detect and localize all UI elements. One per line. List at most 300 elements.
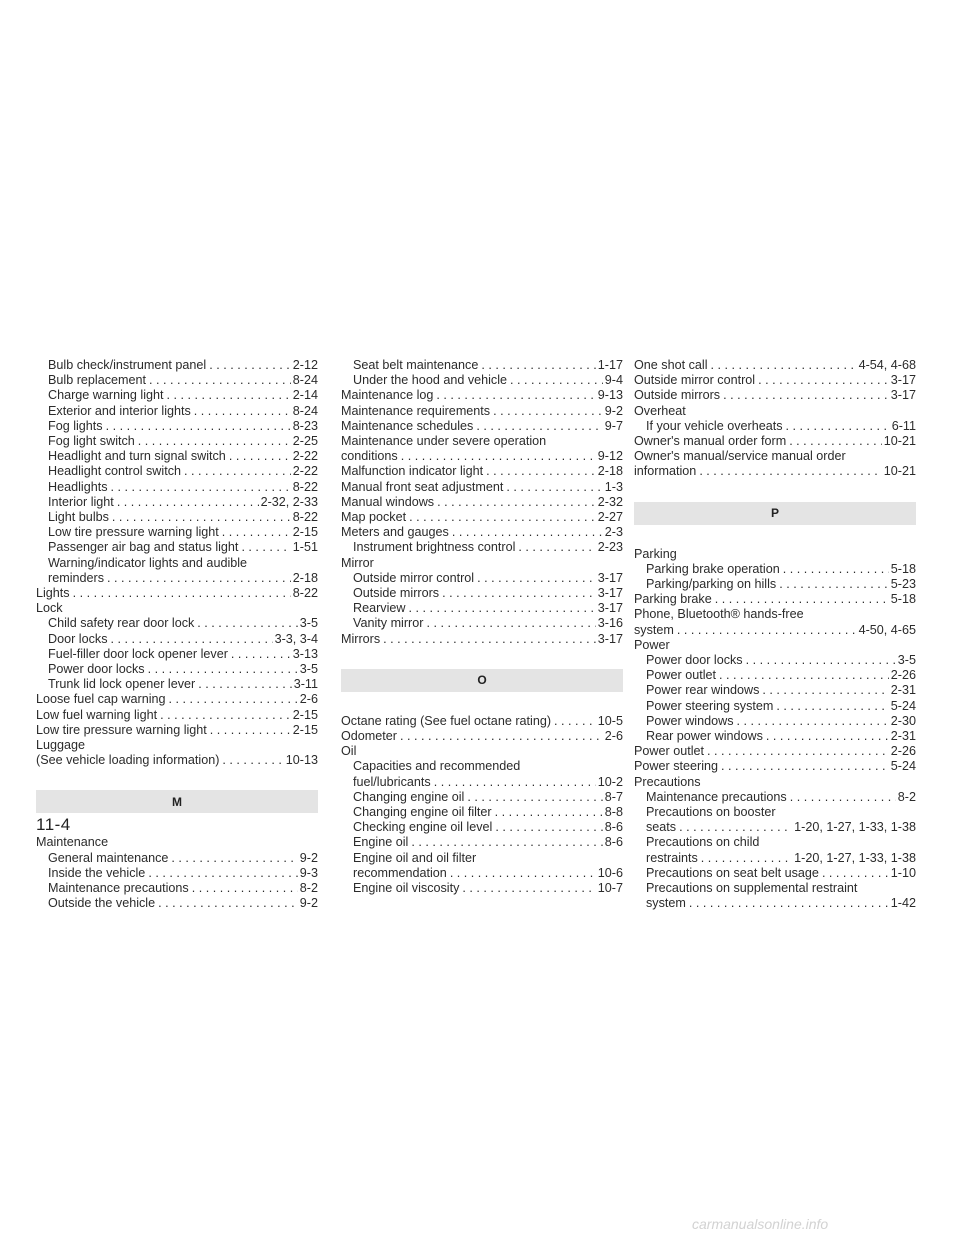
index-entry-page-ref: 3-5 [299,616,318,631]
dot-leader [198,677,291,692]
index-entry-page-ref: 3-17 [597,586,623,601]
dot-leader [766,729,889,744]
index-entry-term: Engine oil viscosity [353,881,460,896]
index-entry [634,790,916,805]
index-entry-page-ref: 3-16 [597,616,623,631]
dot-leader [762,683,888,698]
dot-leader [222,753,283,768]
index-entry [634,373,916,388]
index-entry-page-ref: 2-23 [597,540,623,555]
dot-leader [158,896,298,911]
index-entry [36,662,318,677]
index-entry-page-ref: 8-7 [604,789,623,804]
dot-leader [171,851,297,866]
index-entry-page-ref: 2-31 [890,729,916,744]
dot-leader [197,616,298,631]
dot-leader [822,866,889,881]
index-entry [634,623,916,638]
index-entry-page-ref: 6-11 [891,418,916,433]
index-entry-page-ref: 9-7 [604,418,623,433]
index-heading-line: Parking [634,546,677,561]
index-entry-term: system [634,622,674,637]
index-entry [36,753,318,768]
dot-leader [111,480,291,495]
index-heading-line: Power [634,637,670,652]
section-letter-header: O [341,669,623,692]
index-entry-page-ref: 5-24 [890,759,916,774]
index-entry [634,668,916,683]
index-entry-page-ref: 3-17 [597,631,623,646]
dot-leader [169,692,298,707]
index-entry-term: Octane rating (See fuel octane rating) [341,713,552,728]
dot-leader [677,623,857,638]
index-entry [36,495,318,510]
index-entry-page-ref: 3-17 [890,388,916,403]
dot-leader [493,404,603,419]
dot-leader [783,562,889,577]
dot-leader [481,358,595,373]
index-entry-page-ref: 2-6 [604,729,623,744]
index-entry [341,835,623,850]
index-entry [341,632,623,647]
index-entry [36,708,318,723]
index-entry-term: Parking brake [634,592,712,607]
index-entry-term: system [646,896,686,911]
index-entry-page-ref: 3-5 [299,662,318,677]
index-entry [36,358,318,373]
index-entry-term: Outside mirror control [353,570,475,585]
index-entry-page-ref: 3-17 [890,373,916,388]
index-entry-page-ref: 2-27 [597,510,623,525]
dot-leader [462,881,595,896]
index-entry-term: Interior light [48,494,114,509]
index-entry-term: Mirrors [341,631,381,646]
index-entry-term: Power outlet [646,668,717,683]
index-entry [634,820,916,835]
index-entry-term: Outside mirror control [634,373,756,388]
dot-leader [790,790,896,805]
index-entry [36,373,318,388]
index-entry [341,571,623,586]
index-entry [36,881,318,896]
dot-leader [452,525,603,540]
index-entry [341,601,623,616]
index-entry-term: Headlights [48,479,108,494]
index-entry-term: Power door locks [48,662,145,677]
index-entry [36,866,318,881]
index-heading-line: Engine oil and oil filter [353,850,477,865]
index-entry [341,495,623,510]
index-entry-term: Power windows [646,713,734,728]
index-entry [634,592,916,607]
index-entry-term: Bulb check/instrument panel [48,358,207,372]
index-entry-page-ref: 8-24 [292,403,318,418]
index-entry-page-ref: 2-18 [292,570,318,585]
index-entry-term: reminders [48,570,104,585]
index-entry [634,896,916,911]
index-entry [36,388,318,403]
index-entry [341,714,623,729]
index-entry-term: Outside the vehicle [48,896,156,911]
index-entry-term: Light bulbs [48,510,109,525]
index-entry [341,616,623,631]
index-entry-term: Passenger air bag and status light [48,540,239,555]
index-entry-page-ref: 5-24 [890,698,916,713]
index-heading-line: Capacities and recommended [353,759,521,774]
index-entry [341,586,623,601]
index-column-3 [634,358,916,912]
index-entry-term: Map pocket [341,510,407,525]
index-entry-term: seats [646,820,677,835]
index-entry [36,480,318,495]
dot-leader [707,744,889,759]
index-heading-line: Maintenance [36,835,109,850]
index-entry [341,464,623,479]
index-entry-page-ref: 3-3, 3-4 [274,631,318,646]
index-entry [36,616,318,631]
index-entry-term: Odometer [341,729,397,744]
index-entry-term: Power steering system [646,698,774,713]
index-entry-page-ref: 2-12 [292,358,318,372]
index-entry [36,449,318,464]
index-entry [634,729,916,744]
dot-leader [721,759,889,774]
index-entry-term: Lights [36,586,70,601]
index-entry-term: Malfunction indicator light [341,464,484,479]
index-entry-page-ref: 1-17 [597,358,623,372]
dot-leader [477,571,596,586]
index-entry [341,373,623,388]
index-entry-term: Precautions on seat belt usage [646,865,819,880]
dot-leader [426,616,595,631]
index-entry [341,510,623,525]
index-entry [341,540,623,555]
index-entry-term: Child safety rear door lock [48,616,195,631]
index-entry [36,632,318,647]
index-entry [36,571,318,586]
index-entry-page-ref: 5-23 [890,577,916,592]
dot-leader [231,647,291,662]
index-heading-line: Lock [36,601,63,616]
index-entry-term: Fog light switch [48,434,135,449]
index-entry [341,866,623,881]
dot-leader [450,866,596,881]
index-heading-line: Precautions [634,774,701,789]
index-entry-term: One shot call [634,358,708,372]
index-entry-term: Seat belt maintenance [353,358,479,372]
index-entry-term: Charge warning light [48,388,164,403]
index-entry-page-ref: 1-20, 1-27, 1-33, 1-38 [794,850,916,865]
index-entry-term: Engine oil [353,835,409,850]
dot-leader [411,835,602,850]
index-entry-term: Under the hood and vehicle [353,373,508,388]
index-entry-page-ref: 1-10 [890,865,916,880]
index-entry [36,723,318,738]
index-entry-page-ref: 3-5 [897,653,916,668]
index-entry-term: Outside mirrors [634,388,721,403]
index-entry-page-ref: 1-3 [604,479,623,494]
index-heading-line: Overheat [634,403,686,418]
index-entry [634,388,916,403]
index-entry-page-ref: 2-26 [890,744,916,759]
index-entry [341,419,623,434]
index-heading-line: Warning/indicator lights and audible [48,555,248,570]
dot-leader [112,510,291,525]
dot-leader [192,881,298,896]
index-entry-page-ref: 2-15 [292,722,318,737]
index-entry-term: Maintenance precautions [48,881,189,896]
index-entry-page-ref: 8-6 [604,835,623,850]
dot-leader [699,464,881,479]
section-letter-header: P [634,502,916,525]
dot-leader [442,586,596,601]
index-entry [634,562,916,577]
dot-leader [117,495,259,510]
index-entry-term: Power rear windows [646,683,760,698]
index-entry [36,677,318,692]
index-entry-term: Trunk lid lock opener lever [48,677,196,692]
dot-leader [758,373,889,388]
index-entry [634,759,916,774]
index-entry-term: Meters and gauges [341,525,449,540]
index-entry [634,699,916,714]
dot-leader [210,723,291,738]
index-entry-term: Maintenance precautions [646,789,787,804]
dot-leader [510,373,603,388]
dot-leader [241,540,290,555]
index-entry [341,820,623,835]
index-entry [341,525,623,540]
index-entry-page-ref: 2-18 [597,464,623,479]
index-entry-term: Power door locks [646,653,743,668]
index-entry-page-ref: 2-14 [292,388,318,403]
index-entry-page-ref: 1-51 [292,540,318,555]
dot-leader [689,896,889,911]
index-entry-page-ref: 10-13 [285,753,318,768]
dot-leader [73,586,291,601]
index-entry-term: restraints [646,850,698,865]
index-entry-page-ref: 10-6 [597,865,623,880]
index-entry-term: fuel/lubricants [353,774,431,789]
index-entry [36,525,318,540]
index-entry-term: Door locks [48,631,108,646]
index-entry-term: Changing engine oil [353,789,465,804]
index-entry-page-ref: 2-32, 2-33 [260,494,318,509]
index-entry-page-ref: 3-13 [292,646,318,661]
index-column-1 [36,358,318,912]
index-entry-term: Exterior and interior lights [48,403,191,418]
dot-leader [222,525,291,540]
dot-leader [679,820,792,835]
dot-leader [506,480,602,495]
index-entry-term: Low tire pressure warning light [48,525,219,540]
index-entry-page-ref: 2-32 [597,494,623,509]
index-entry-term: Manual front seat adjustment [341,479,504,494]
dot-leader [434,775,596,790]
index-entry-term: (See vehicle loading information) [36,753,220,768]
index-entry-page-ref: 4-54, 4-68 [858,358,916,372]
index-entry-page-ref: 4-50, 4-65 [858,622,916,637]
index-entry [634,577,916,592]
index-entry [634,464,916,479]
dot-leader [495,820,602,835]
dot-leader [719,668,889,683]
index-entry [36,419,318,434]
dot-leader [107,571,291,586]
index-entry-page-ref: 9-2 [604,403,623,418]
index-entry-page-ref: 2-26 [890,668,916,683]
section-letter-header: M [36,790,318,813]
index-entry-page-ref: 5-18 [890,592,916,607]
dot-leader [467,790,602,805]
index-entry-page-ref: 9-4 [604,373,623,388]
index-entry [341,388,623,403]
index-heading-line: Mirror [341,555,374,570]
index-entry-term: Bulb replacement [48,373,147,388]
index-entry-page-ref: 1-42 [890,896,916,911]
dot-leader [111,632,273,647]
index-entry-term: recommendation [353,865,447,880]
index-entry-page-ref: 2-3 [604,525,623,540]
index-entry-page-ref: 3-17 [597,570,623,585]
index-entry-term: Checking engine oil level [353,820,493,835]
index-entry-page-ref: 10-7 [597,881,623,896]
index-entry [36,647,318,662]
dot-leader [779,577,889,592]
index-entry [36,851,318,866]
index-entry-term: Power steering [634,759,718,774]
index-entry-page-ref: 8-2 [299,881,318,896]
index-column-2 [341,358,623,896]
index-entry-term: Instrument brightness control [353,540,516,555]
index-entry [341,881,623,896]
index-entry [36,586,318,601]
dot-leader [409,510,596,525]
dot-leader [723,388,889,403]
dot-leader [495,805,603,820]
index-entry-page-ref: 10-5 [597,713,623,728]
dot-leader [554,714,596,729]
index-heading-line: Maintenance under severe operation [341,434,547,449]
index-entry-term: Power outlet [634,744,705,759]
dot-leader [476,419,602,434]
index-entry-term: Loose fuel cap warning [36,692,166,707]
dot-leader [701,851,792,866]
index-entry-term: Maintenance log [341,388,434,403]
index-entry [341,358,623,373]
index-entry-page-ref: 2-30 [890,713,916,728]
index-entry-page-ref: 8-22 [292,479,318,494]
index-entry-page-ref: 8-23 [292,418,318,433]
dot-leader [209,358,291,373]
index-heading-line: Precautions on supplemental restraint [646,881,858,896]
index-entry-term: Vanity mirror [353,616,424,631]
index-entry-term: Maintenance schedules [341,418,474,433]
index-entry-term: Rearview [353,601,406,616]
index-entry-term: Headlight control switch [48,464,181,479]
page-number: 11-4 [36,815,71,834]
index-entry-page-ref: 2-6 [299,692,318,707]
dot-leader [106,419,291,434]
index-entry-term: Changing engine oil filter [353,805,492,820]
index-entry-term: Fog lights [48,418,103,433]
index-entry-term: Low tire pressure warning light [36,722,207,737]
index-heading-line: Owner's manual/service manual order [634,449,846,464]
dot-leader [437,495,596,510]
index-entry [634,358,916,373]
index-entry-term: Rear power windows [646,729,763,744]
index-entry [634,653,916,668]
index-entry [634,851,916,866]
dot-leader [776,699,888,714]
index-heading-line: Oil [341,744,357,759]
index-entry-page-ref: 8-22 [292,586,318,601]
index-entry [634,434,916,449]
dot-leader [409,601,596,616]
dot-leader [715,592,889,607]
index-entry [36,692,318,707]
index-entry [341,404,623,419]
dot-leader [138,434,291,449]
index-entry-term: Inside the vehicle [48,865,146,880]
index-entry [341,729,623,744]
dot-leader [786,419,890,434]
dot-leader [148,662,298,677]
index-entry-page-ref: 2-15 [292,525,318,540]
index-heading-line: Phone, Bluetooth® hands-free [634,607,804,622]
index-entry-page-ref: 2-22 [292,449,318,464]
index-entry-page-ref: 9-12 [597,449,623,464]
index-entry-term: Maintenance requirements [341,403,491,418]
index-entry [36,404,318,419]
dot-leader [160,708,291,723]
dot-leader [167,388,291,403]
index-entry-page-ref: 9-2 [299,896,318,911]
index-entry-page-ref: 1-20, 1-27, 1-33, 1-38 [794,820,916,835]
dot-leader [184,464,291,479]
dot-leader [789,434,882,449]
index-entry-page-ref: 10-21 [883,434,916,449]
index-entry-page-ref: 8-8 [604,805,623,820]
dot-leader [401,449,596,464]
index-entry [36,464,318,479]
index-entry-page-ref: 2-22 [292,464,318,479]
index-entry-term: Parking brake operation [646,561,780,576]
index-entry [341,449,623,464]
dot-leader [229,449,291,464]
dot-leader [486,464,596,479]
index-entry-page-ref: 5-18 [890,561,916,576]
index-entry [36,434,318,449]
index-entry-term: Headlight and turn signal switch [48,449,226,464]
index-entry-page-ref: 2-15 [292,707,318,722]
index-entry [634,683,916,698]
index-entry-term: Low fuel warning light [36,707,158,722]
index-entry [341,790,623,805]
dot-leader [746,653,896,668]
dot-leader [518,540,595,555]
index-entry-page-ref: 2-25 [292,434,318,449]
index-entry [36,510,318,525]
index-entry-term: Owner's manual order form [634,434,787,449]
watermark: carmanualsonline.info [692,1216,829,1232]
dot-leader [383,632,596,647]
index-entry [341,805,623,820]
dot-leader [148,866,297,881]
dot-leader [149,373,291,388]
index-entry-page-ref: 3-17 [597,601,623,616]
index-entry-term: Outside mirrors [353,586,440,601]
